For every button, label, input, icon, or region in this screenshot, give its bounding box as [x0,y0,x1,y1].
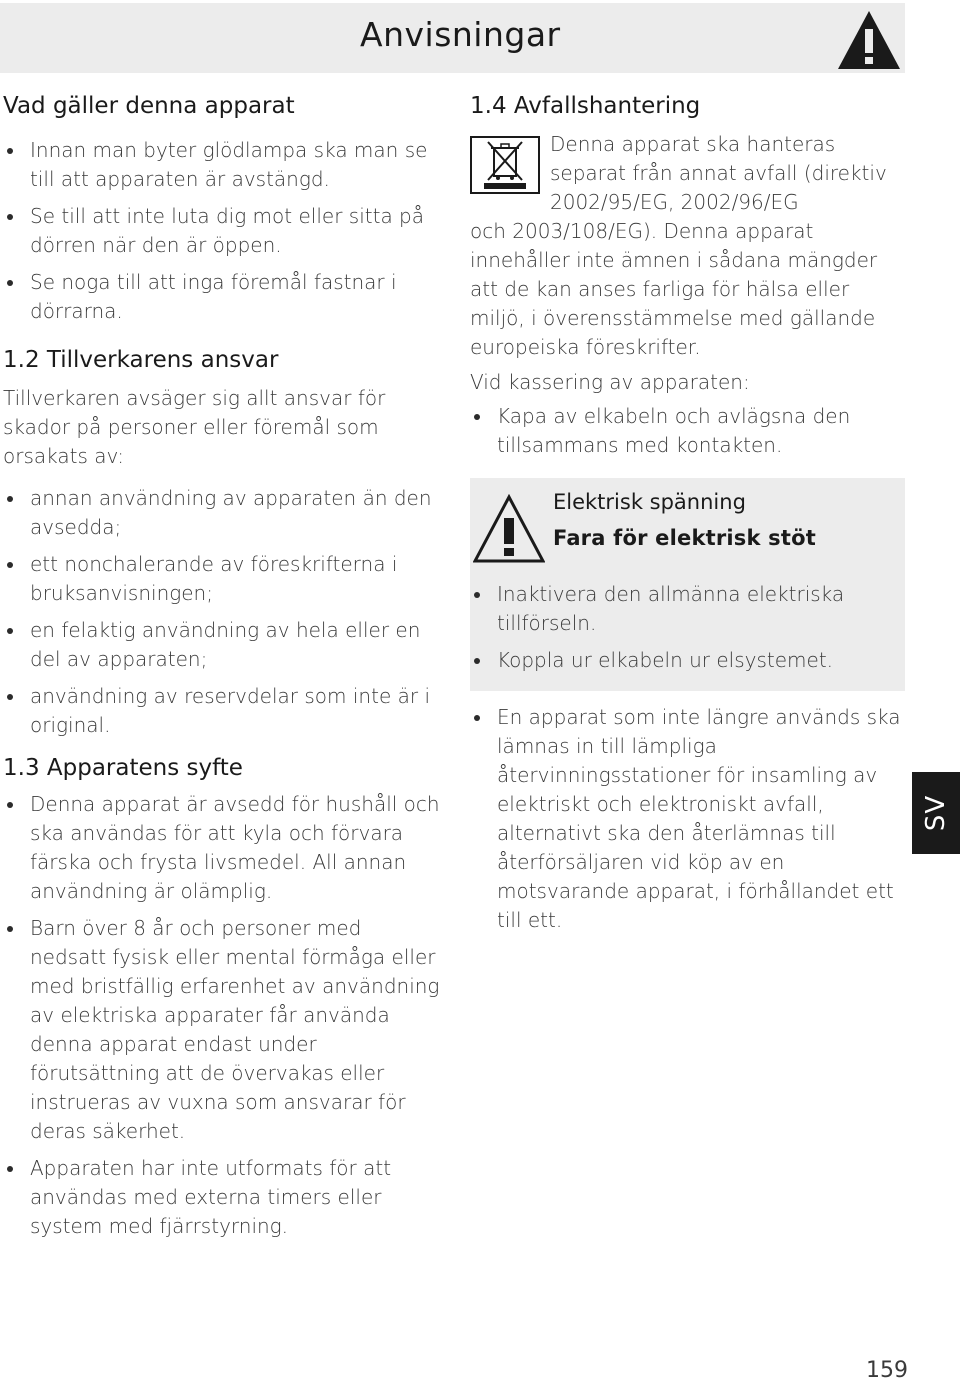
header-bar [0,3,905,73]
list-item: användning av reservdelar som inte är i original. [3,682,443,740]
list-item: Apparaten har inte utformats för att användas med externa timers eller system med fjärrstyrning. [3,1154,443,1241]
weee-text-indented: Denna apparat ska hanteras separat från annat avfall (direktiv 2002/95/EG, 2002/96/EG [550,132,887,214]
list-item: En apparat som inte längre används ska lämnas in till lämpliga återvinningsstationer för insamling av elektriskt och elektroniskt avfall, alternativt ska den återlämnas till återförsäljaren vid köp av en motsvarande apparat, i förhållandet ett till ett. [470,703,910,935]
warning-list [470,580,905,675]
warning-triangle-icon [473,494,545,564]
page-title: Anvisningar [360,15,561,54]
list-item: Inaktivera den allmänna elektriska tillförseln. [470,580,905,638]
section-heading-1-2: 1.2 Tillverkarens ansvar [3,347,279,373]
list-item: Se till att inte luta dig mot eller sitta på dörren när den är öppen. [3,202,443,260]
disposal-list [470,402,910,460]
right-column [470,90,910,935]
list-item: Se noga till att inga föremål fastnar i dörrarna. [3,268,443,326]
language-tab-label: SV [921,794,951,832]
list-item: en felaktig användning av hela eller en del av apparaten; [3,616,443,674]
warning-triangle-icon [836,9,902,71]
list-item: Barn över 8 år och personer med nedsatt fysisk eller mental förmåga eller med bristfällig erfarenhet av användning av elektriska apparater får använda denna apparat endast under förutsättning att de övervakas eller instrueras av vuxna som ansvarar för deras säkerhet. [3,914,443,1146]
list-item: annan användning av apparaten än den avsedda; [3,484,443,542]
section-heading-1-3: 1.3 Apparatens syfte [3,755,243,781]
disposal-intro: Vid kassering av apparaten: [470,370,750,394]
warning-title: Elektrisk spänning [553,490,746,514]
final-list [470,703,910,935]
list-item: Kapa av elkabeln och avlägsna den tillsammans med kontakten. [470,402,910,460]
language-tab [912,772,960,854]
crossed-bin-icon [470,136,540,194]
device-list [3,136,443,326]
section-heading-device: Vad gäller denna apparat [3,93,295,119]
list-item: Innan man byter glödlampa ska man se till att apparaten är avstängd. [3,136,443,194]
purpose-list [3,790,443,1241]
page-number: 159 [866,1358,908,1383]
weee-text-rest: och 2003/108/EG). Denna apparat innehåller inte ämnen i sådana mängder att de kan anses farliga för hälsa eller miljö, i överensstämmelse med gällande europeiska föreskrifter. [470,219,878,359]
list-item: Denna apparat är avsedd för hushåll och ska användas för att kyla och förvara färska och frysta livsmedel. All annan användning är olämplig. [3,790,443,906]
section-heading-1-4: 1.4 Avfallshantering [470,93,701,119]
list-item: Koppla ur elkabeln ur elsystemet. [470,646,905,675]
section-intro-1-2: Tillverkaren avsäger sig allt ansvar för skador på personer eller föremål som orsakats av: [3,386,386,468]
warning-header [470,486,905,566]
warning-subtitle: Fara för elektrisk stöt [553,526,816,550]
weee-block [470,130,910,362]
list-item: ett nonchalerande av föreskrifterna i bruksanvisningen; [3,550,443,608]
left-column [3,90,443,1241]
manufacturer-list [3,484,443,740]
electric-warning-box [470,478,905,691]
